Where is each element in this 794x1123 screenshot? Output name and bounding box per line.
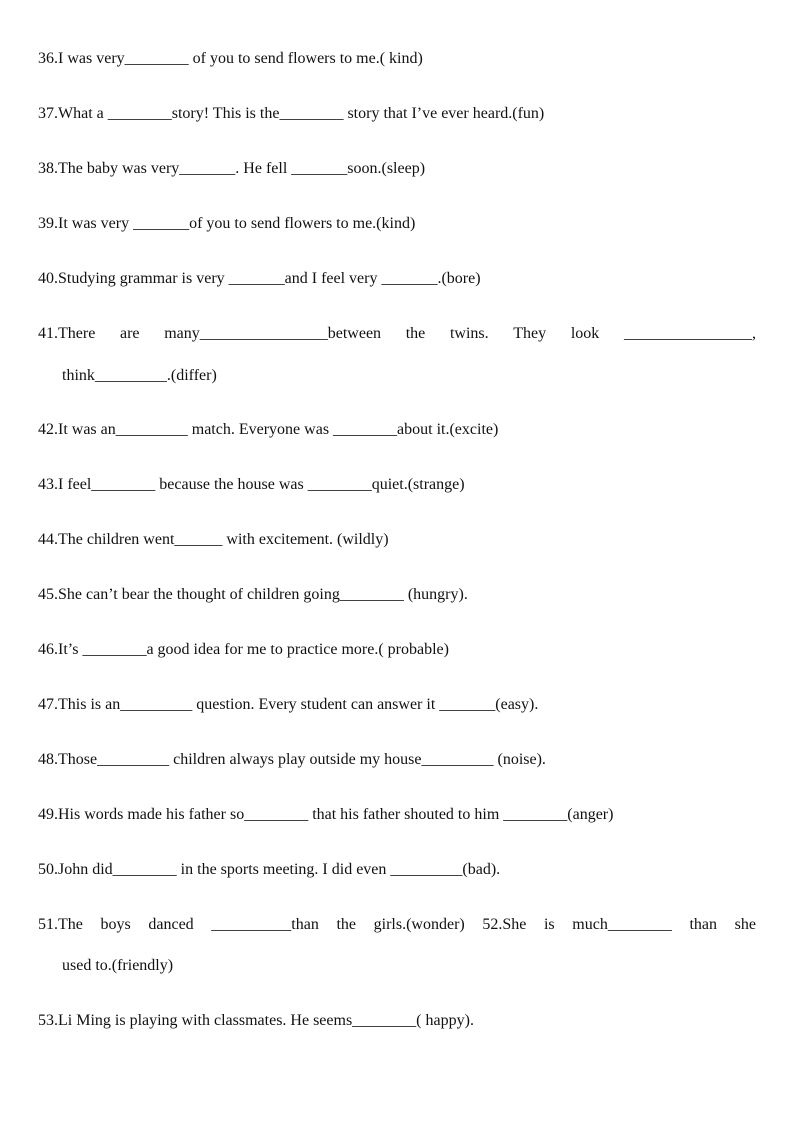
question-text: The baby was very_______. He fell _______soon.(sleep) bbox=[58, 160, 426, 177]
question-number: 36. bbox=[38, 50, 58, 67]
question-46 bbox=[38, 640, 756, 660]
question-number: 50. bbox=[38, 861, 58, 878]
question-41-word: They bbox=[513, 325, 547, 342]
question-41 bbox=[38, 324, 756, 344]
question-text: Studying grammar is very _______and I feel very _______.(bore) bbox=[58, 270, 481, 287]
question-40 bbox=[38, 269, 756, 289]
question-text: What a ________story! This is the________ story that I’ve ever heard.(fun) bbox=[58, 105, 545, 122]
question-number: 37. bbox=[38, 105, 58, 122]
question-number: 46. bbox=[38, 641, 58, 658]
question-52-word: much________ bbox=[572, 916, 672, 933]
question-41-continuation bbox=[62, 366, 756, 386]
question-text: It was an_________ match. Everyone was ________about it.(excite) bbox=[58, 421, 499, 438]
question-number: 48. bbox=[38, 751, 58, 768]
question-text: This is an_________ question. Every student can answer it _______(easy). bbox=[58, 696, 539, 713]
question-text: His words made his father so________ that his father shouted to him ________(anger) bbox=[58, 806, 614, 823]
question-number: 45. bbox=[38, 586, 58, 603]
question-53 bbox=[38, 1011, 756, 1031]
question-text: I feel________ because the house was ________quiet.(strange) bbox=[58, 476, 465, 493]
question-51-52 bbox=[38, 915, 756, 935]
question-51-word: __________than bbox=[211, 916, 319, 933]
question-45 bbox=[38, 585, 756, 605]
question-number: 53. bbox=[38, 1012, 58, 1029]
question-42 bbox=[38, 420, 756, 440]
question-41-word: ________________, bbox=[623, 325, 756, 342]
question-text: She can’t bear the thought of children going________ (hungry). bbox=[58, 586, 468, 603]
question-text: Li Ming is playing with classmates. He seems________( happy). bbox=[58, 1012, 474, 1029]
question-number: 41. bbox=[38, 325, 58, 342]
question-text: It was very _______of you to send flowers to me.(kind) bbox=[58, 215, 416, 232]
question-52-word: she bbox=[734, 916, 756, 933]
question-41-word: 41.There bbox=[38, 325, 96, 342]
question-52-word: 52.She bbox=[482, 916, 527, 933]
question-text: It’s ________a good idea for me to practice more.( probable) bbox=[58, 641, 449, 658]
question-number: 44. bbox=[38, 531, 58, 548]
question-37 bbox=[38, 104, 756, 124]
question-51-word: 51.The bbox=[38, 916, 83, 933]
question-52-word: than bbox=[689, 916, 717, 933]
question-52-continuation bbox=[62, 956, 756, 976]
question-41-word: twins. bbox=[449, 325, 489, 342]
question-number: 43. bbox=[38, 476, 58, 493]
question-number: 51. bbox=[38, 916, 58, 933]
question-text: The children went______ with excitement. (wildly) bbox=[58, 531, 389, 548]
question-47 bbox=[38, 695, 756, 715]
question-44 bbox=[38, 530, 756, 550]
question-38 bbox=[38, 159, 756, 179]
question-text: used to.(friendly) bbox=[62, 957, 174, 974]
question-48 bbox=[38, 750, 756, 770]
question-49 bbox=[38, 805, 756, 825]
question-51-word: the bbox=[336, 916, 357, 933]
question-41-word: the bbox=[405, 325, 426, 342]
question-50 bbox=[38, 860, 756, 880]
question-41-word: look bbox=[570, 325, 600, 342]
question-51-word: girls.(wonder) bbox=[373, 916, 465, 933]
question-number: 39. bbox=[38, 215, 58, 232]
question-52-word: is bbox=[543, 916, 555, 933]
question-41-word: many________________between bbox=[164, 325, 382, 342]
question-number: 40. bbox=[38, 270, 58, 287]
question-number: 49. bbox=[38, 806, 58, 823]
question-41-word: are bbox=[119, 325, 140, 342]
question-39 bbox=[38, 214, 756, 234]
question-number: 38. bbox=[38, 160, 58, 177]
question-text: I was very________ of you to send flowers to me.( kind) bbox=[58, 50, 423, 67]
question-number: 42. bbox=[38, 421, 58, 438]
question-43 bbox=[38, 475, 756, 495]
question-36 bbox=[38, 49, 756, 69]
question-text: John did________ in the sports meeting. I did even _________(bad). bbox=[58, 861, 501, 878]
question-text: Those_________ children always play outside my house_________ (noise). bbox=[58, 751, 546, 768]
question-51-word: danced bbox=[148, 916, 194, 933]
question-number: 47. bbox=[38, 696, 58, 713]
question-text: think_________.(differ) bbox=[62, 367, 217, 384]
question-51-word: boys bbox=[100, 916, 131, 933]
